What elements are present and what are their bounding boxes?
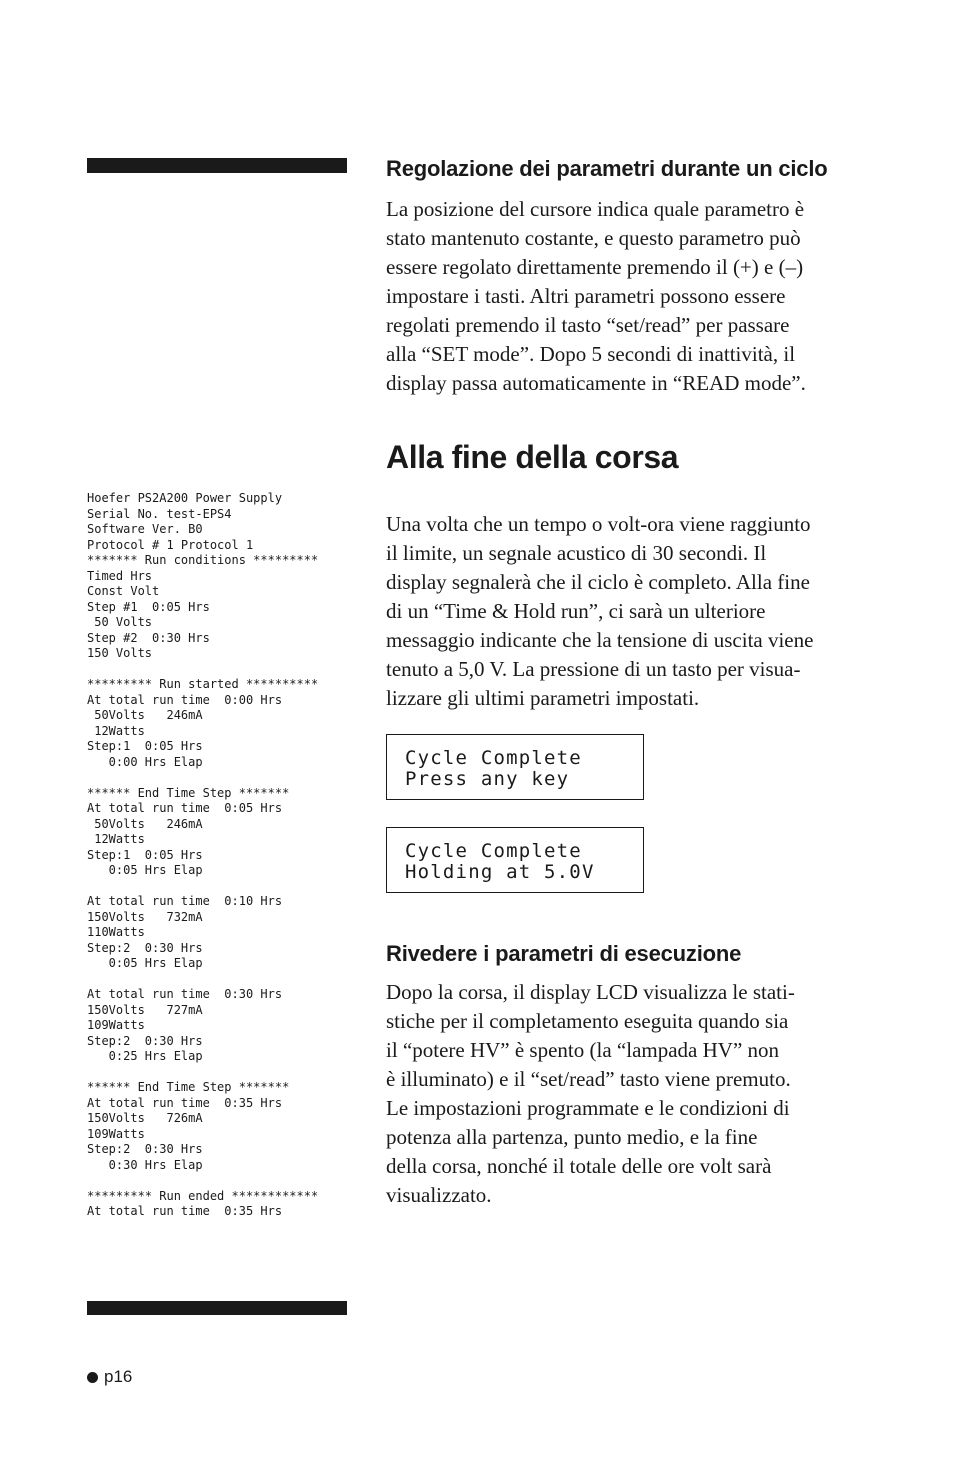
printout-line <box>87 770 357 786</box>
section-body <box>386 978 876 1210</box>
body-line: essere regolato direttamente premendo il (+) e (–) <box>386 255 804 279</box>
body-line: è illuminato) e il “set/read” tasto viene premuto. <box>386 1067 791 1091</box>
page-number: p16 <box>104 1367 133 1386</box>
power-supply-printout <box>87 491 357 1220</box>
body-line: stato mantenuto costante, e questo parametro può <box>386 226 801 250</box>
printout-line: Step:1 0:05 Hrs <box>87 739 203 753</box>
body-line: di un “Time & Hold run”, ci sarà un ulteriore <box>386 599 766 623</box>
printout-line: At total run time 0:30 Hrs <box>87 987 283 1001</box>
section-body <box>386 510 876 713</box>
body-line: tenuto a 5,0 V. La pressione di un tasto per visua- <box>386 657 801 681</box>
top-rule <box>87 158 347 173</box>
printout-line <box>87 972 357 988</box>
printout-line: ********* Run started ********** <box>87 677 319 691</box>
printout-line: At total run time 0:05 Hrs <box>87 801 283 815</box>
printout-line: 150Volts 732mA <box>87 909 203 924</box>
printout-line <box>87 662 357 678</box>
printout-line: 0:05 Hrs Elap <box>87 863 203 877</box>
body-line: alla “SET mode”. Dopo 5 secondi di inattività, il <box>386 342 796 366</box>
printout-line: 0:30 Hrs Elap <box>87 1157 203 1172</box>
section-title: Alla fine della corsa <box>386 439 679 475</box>
printout-line <box>87 1173 357 1189</box>
lcd-line-1: Cycle Complete <box>405 840 582 862</box>
section-end-of-run <box>386 439 876 713</box>
printout-line: Hoefer PS2A200 Power Supply <box>87 491 283 505</box>
section-review-parameters <box>386 941 876 1210</box>
printout-line: 110Watts <box>87 925 145 939</box>
body-line: display passa automaticamente in “READ mode”. <box>386 371 806 395</box>
section-heading: Rivedere i parametri di esecuzione <box>386 941 742 966</box>
printout-line: 0:05 Hrs Elap <box>87 956 203 970</box>
section-adjust-parameters <box>386 156 876 398</box>
printout-line: 0:25 Hrs Elap <box>87 1049 203 1063</box>
printout-line: 109Watts <box>87 1126 145 1141</box>
body-line: messaggio indicante che la tensione di uscita viene <box>386 628 814 652</box>
section-heading: Regolazione dei parametri durante un ciclo <box>386 156 828 181</box>
section-body <box>386 195 876 398</box>
printout-line: Step:2 0:30 Hrs <box>87 1142 203 1156</box>
printout-line: ****** End Time Step ******* <box>87 1080 290 1094</box>
body-line: visualizzato. <box>386 1183 492 1207</box>
printout-line: 50 Volts <box>87 615 153 629</box>
printout-line: ****** End Time Step ******* <box>87 785 290 800</box>
printout-line <box>87 1065 357 1081</box>
bullet-icon <box>87 1372 98 1383</box>
printout-line: Serial No. test-EPS4 <box>87 506 232 521</box>
printout-line: 109Watts <box>87 1018 145 1032</box>
printout-line: 150Volts 727mA <box>87 1002 203 1017</box>
body-line: Dopo la corsa, il display LCD visualizza le stati- <box>386 980 795 1004</box>
printout-line: 50Volts 246mA <box>87 816 203 831</box>
printout-line: At total run time 0:00 Hrs <box>87 692 283 707</box>
printout-line: ********* Run ended ************ <box>87 1188 319 1203</box>
printout-line: 150 Volts <box>87 646 153 660</box>
printout-line <box>87 879 357 895</box>
printout-line: Const Volt <box>87 584 160 598</box>
page-footer <box>87 1367 132 1387</box>
printout-line: 0:00 Hrs Elap <box>87 754 203 769</box>
lcd-line-2: Holding at 5.0V <box>405 861 595 883</box>
printout-line: 150Volts 726mA <box>87 1111 203 1125</box>
printout-line: 12Watts <box>87 723 145 738</box>
bottom-rule <box>87 1301 347 1315</box>
body-line: La posizione del cursore indica quale parametro è <box>386 197 805 221</box>
printout-line: At total run time 0:10 Hrs <box>87 894 283 908</box>
printout-line: Step:2 0:30 Hrs <box>87 1033 203 1048</box>
body-line: della corsa, nonché il totale delle ore volt sarà <box>386 1154 772 1178</box>
printout-line: Step #1 0:05 Hrs <box>87 599 210 614</box>
lcd-display-cycle-complete <box>386 734 644 800</box>
lcd-line-1: Cycle Complete <box>405 747 582 769</box>
body-line: Le impostazioni programmate e le condizioni di <box>386 1096 790 1120</box>
lcd-display-holding <box>386 827 644 893</box>
body-line: potenza alla partenza, punto medio, e la fine <box>386 1125 758 1149</box>
printout-line: Step:1 0:05 Hrs <box>87 847 203 862</box>
body-line: Una volta che un tempo o volt-ora viene raggiunto <box>386 512 811 536</box>
printout-line: Protocol # 1 Protocol 1 <box>87 537 254 552</box>
body-line: regolati premendo il tasto “set/read” per passare <box>386 313 790 337</box>
body-line: il “potere HV” è spento (la “lampada HV” non <box>386 1038 780 1062</box>
printout-line: At total run time 0:35 Hrs <box>87 1204 283 1218</box>
body-line: display segnalerà che il ciclo è completo. Alla fine <box>386 570 810 594</box>
printout-line: 50Volts 246mA <box>87 708 203 722</box>
body-line: impostare i tasti. Altri parametri possono essere <box>386 284 786 308</box>
printout-line: At total run time 0:35 Hrs <box>87 1095 283 1110</box>
printout-line: Timed Hrs <box>87 568 153 583</box>
body-line: il limite, un segnale acustico di 30 secondi. Il <box>386 541 767 565</box>
printout-line: Step:2 0:30 Hrs <box>87 940 203 955</box>
lcd-line-2: Press any key <box>405 768 570 790</box>
printout-line: ******* Run conditions ********* <box>87 553 319 567</box>
body-line: stiche per il completamento eseguita quando sia <box>386 1009 789 1033</box>
printout-line: Software Ver. B0 <box>87 522 203 536</box>
printout-line: Step #2 0:30 Hrs <box>87 630 210 645</box>
printout-line: 12Watts <box>87 832 145 846</box>
body-line: lizzare gli ultimi parametri impostati. <box>386 686 700 710</box>
